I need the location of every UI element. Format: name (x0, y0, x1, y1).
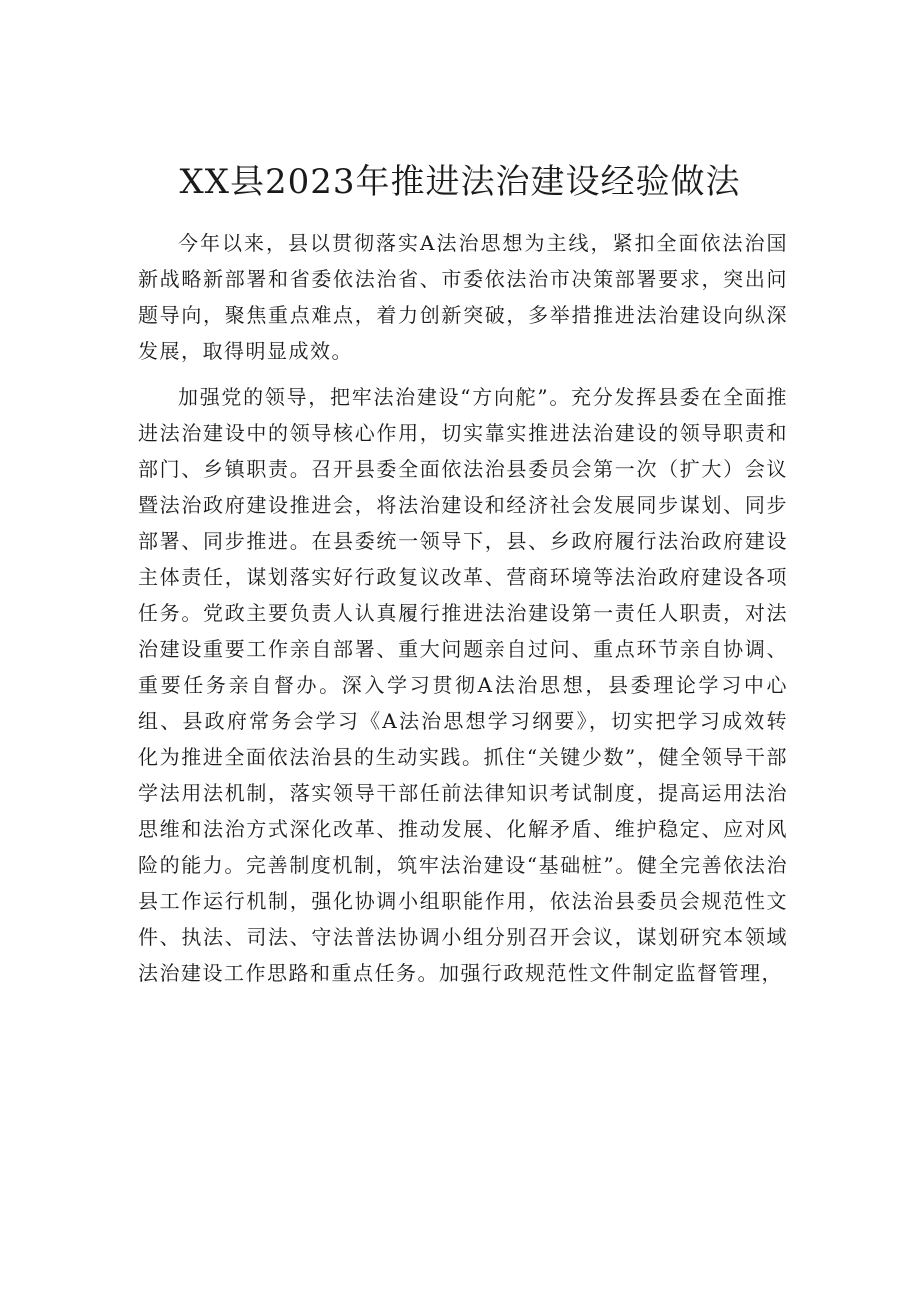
paragraph-intro: 今年以来，县以贯彻落实A法治思想为主线，紧扣全面依法治国新战略新部署和省委依法治省、市委依法治市决策部署要求，突出问题导向，聚焦重点难点，着力创新突破，多举措推进法治建设向纵深发展，取得明显成效。 (138, 231, 788, 363)
document-body (138, 223, 788, 991)
paragraph-party-leadership: 加强党的领导，把牢法治建设“方向舵”。充分发挥县委在全面推进法治建设中的领导核心作用，切实靠实推进法治建设的领导职责和部门、乡镇职责。召开县委全面依法治县委员会第一次（扩大）会议暨法治政府建设推进会，将法治建设和经济社会发展同步谋划、同步部署、同步推进。在县委统一领导下，县、乡政府履行法治政府建设主体责任，谋划落实好行政复议改革、营商环境等法治政府建设各项任务。党政主要负责人认真履行推进法治建设第一责任人职责，对法治建设重要工作亲自部署、重大问题亲自过问、重点环节亲自协调、重要任务亲自督办。深入学习贯彻A法治思想，县委理论学习中心组、县政府常务会学习《A法治思想学习纲要》，切实把学习成效转化为推进全面依法治县的生动实践。抓住“关键少数”，健全领导干部学法用法机制，落实领导干部任前法律知识考试制度，提高运用法治思维和法治方式深化改革、推动发展、化解矛盾、维护稳定、应对风险的能力。完善制度机制，筑牢法治建设“基础桩”。健全完善依法治县工作运行机制，强化协调小组职能作用，依法治县委员会规范性文件、执法、司法、守法普法协调小组分别召开会议，谋划研究本领域法治建设工作思路和重点任务。加强行政规范性文件制定监督管理， (138, 385, 788, 985)
document-title: XX县2023年推进法治建设经验做法 (179, 162, 741, 202)
